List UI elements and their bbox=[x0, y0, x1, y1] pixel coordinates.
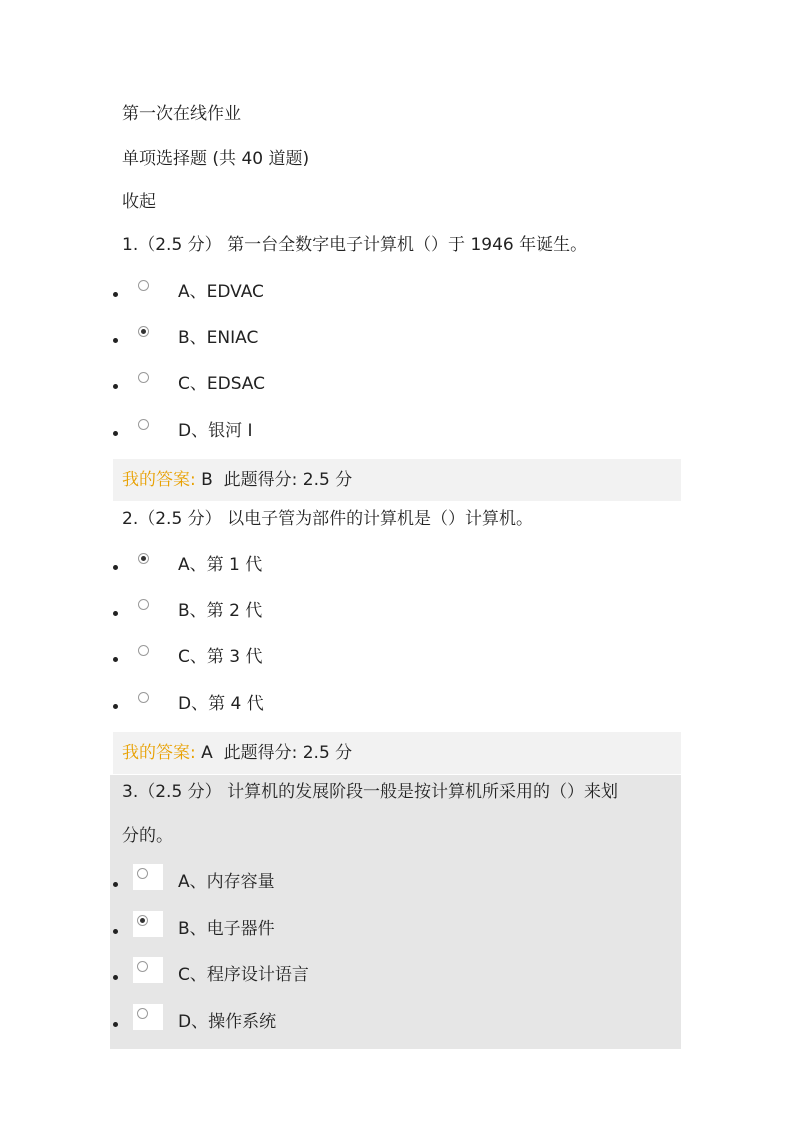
question-2-answer-bar bbox=[113, 732, 681, 774]
question-3-stem-cont: 分的。 bbox=[122, 826, 173, 846]
question-1-option-a[interactable] bbox=[0, 280, 800, 310]
question-2-stem: 2.（2.5 分） 以电子管为部件的计算机是（）计算机。 bbox=[122, 509, 534, 529]
option-label: A、内存容量 bbox=[178, 872, 275, 892]
bullet-icon bbox=[113, 657, 118, 662]
section-title: 单项选择题 (共 40 道题) bbox=[122, 149, 310, 169]
radio-checked-icon[interactable] bbox=[138, 553, 149, 564]
radio-unchecked-icon[interactable] bbox=[137, 868, 148, 879]
score-value: 2.5 分 bbox=[302, 470, 353, 490]
radio-unchecked-icon[interactable] bbox=[138, 645, 149, 656]
option-label: B、电子器件 bbox=[178, 919, 275, 939]
question-3-stem: 3.（2.5 分） 计算机的发展阶段一般是按计算机所采用的（）来划 bbox=[122, 782, 619, 802]
question-1-stem: 1.（2.5 分） 第一台全数字电子计算机（）于 1946 年诞生。 bbox=[122, 235, 588, 255]
bullet-icon bbox=[113, 975, 118, 980]
bullet-icon bbox=[113, 611, 118, 616]
radio-unchecked-icon[interactable] bbox=[138, 419, 149, 430]
radio-unchecked-icon[interactable] bbox=[138, 280, 149, 291]
question-1-option-c[interactable] bbox=[0, 372, 800, 402]
bullet-icon bbox=[113, 292, 118, 297]
option-label: C、EDSAC bbox=[178, 374, 266, 394]
bullet-icon bbox=[113, 338, 118, 343]
option-label: B、第 2 代 bbox=[178, 601, 263, 621]
score-label: 此题得分: bbox=[223, 743, 298, 763]
bullet-icon bbox=[113, 929, 118, 934]
my-answer-value: A bbox=[201, 743, 213, 763]
option-label: D、银河 I bbox=[178, 421, 253, 441]
radio-unchecked-icon[interactable] bbox=[137, 1008, 148, 1019]
option-label: D、第 4 代 bbox=[178, 694, 264, 714]
radio-unchecked-icon[interactable] bbox=[137, 961, 148, 972]
my-answer-label: 我的答案: bbox=[122, 743, 196, 763]
radio-unchecked-icon[interactable] bbox=[138, 599, 149, 610]
bullet-icon bbox=[113, 565, 118, 570]
question-3-option-d[interactable] bbox=[0, 1010, 800, 1040]
my-answer-label: 我的答案: bbox=[122, 470, 196, 490]
score-value: 2.5 分 bbox=[302, 743, 353, 763]
collapse-link[interactable]: 收起 bbox=[122, 192, 156, 212]
option-label: A、第 1 代 bbox=[178, 555, 263, 575]
question-1-answer-bar bbox=[113, 459, 681, 501]
question-2-option-c[interactable] bbox=[0, 645, 800, 675]
bullet-icon bbox=[113, 384, 118, 389]
bullet-icon bbox=[113, 704, 118, 709]
question-3-option-a[interactable] bbox=[0, 870, 800, 900]
page-title: 第一次在线作业 bbox=[122, 104, 241, 124]
radio-unchecked-icon[interactable] bbox=[138, 692, 149, 703]
option-label: D、操作系统 bbox=[178, 1012, 277, 1032]
question-1-option-b[interactable] bbox=[0, 326, 800, 356]
bullet-icon bbox=[113, 1022, 118, 1027]
bullet-icon bbox=[113, 431, 118, 436]
score-label: 此题得分: bbox=[223, 470, 298, 490]
radio-unchecked-icon[interactable] bbox=[138, 372, 149, 383]
my-answer-value: B bbox=[201, 470, 213, 490]
option-label: A、EDVAC bbox=[178, 282, 264, 302]
radio-checked-icon[interactable] bbox=[137, 915, 148, 926]
question-2-option-a[interactable] bbox=[0, 553, 800, 583]
question-2-option-b[interactable] bbox=[0, 599, 800, 629]
question-3-block bbox=[110, 775, 681, 1049]
option-label: C、第 3 代 bbox=[178, 647, 263, 667]
question-3-option-b[interactable] bbox=[0, 917, 800, 947]
option-label: B、ENIAC bbox=[178, 328, 259, 348]
radio-checked-icon[interactable] bbox=[138, 326, 149, 337]
option-label: C、程序设计语言 bbox=[178, 965, 309, 985]
question-3-option-c[interactable] bbox=[0, 963, 800, 993]
question-1-option-d[interactable] bbox=[0, 419, 800, 449]
bullet-icon bbox=[113, 882, 118, 887]
question-2-option-d[interactable] bbox=[0, 692, 800, 722]
